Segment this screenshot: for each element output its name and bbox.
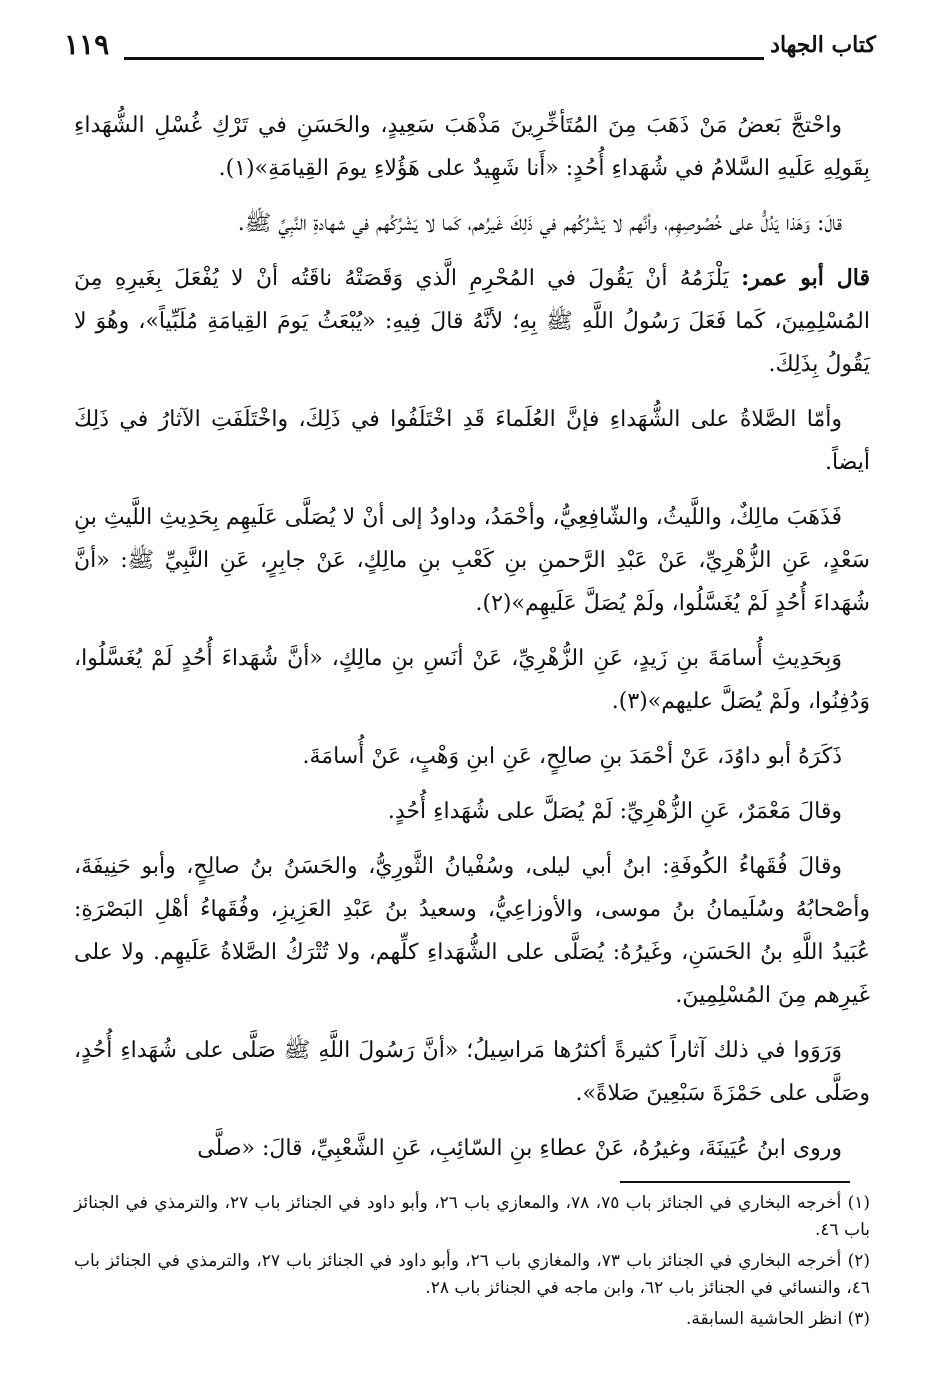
- paragraph-9: [74, 845, 870, 1017]
- footnotes: [74, 1190, 870, 1337]
- paragraph-text: وَرَوَوا في ذلك آثاراً كثيرةً أكثرُها مَراسِيلُ؛ «أنَّ رَسُولَ اللَّهِ ﷺ صَلَّى على شُهَداءِ أُحُدٍ، وصَلَّى على حَمْزَةَ سَبْعِينَ صَلاةً».: [74, 1038, 870, 1106]
- paragraph-2: [74, 202, 870, 245]
- paragraph-text: وأمّا الصَّلاةُ على الشُّهَداءِ فإنَّ العُلَماءَ قَدِ اخْتَلَفُوا في ذَلِكَ، واخْتَلَفَتِ الآثارُ في ذَلِكَ أيضاً.: [74, 407, 870, 475]
- page-header: [64, 28, 876, 68]
- main-text: [74, 104, 870, 1182]
- paragraph-text: ذَكَرَهُ أبو داوُدَ، عَنْ أحْمَدَ بنِ صالِحٍ، عَنِ ابنِ وَهْبٍ، عَنْ أُسامَةَ.: [302, 744, 842, 769]
- paragraph-7: [74, 735, 870, 778]
- paragraph-text: وقالَ فُقَهاءُ الكُوفَةِ: ابنُ أبي ليلى، وسُفْيانُ الثَّورِيُّ، والحَسَنُ بنُ صالِحٍ، وأبو حَنِيفَةَ، وأصْحابُهُ وسُلَيمانُ بنُ موسى، والأوزاعِيُّ، وسعيدُ بنُ عَبْدِ العَزِيزِ، وفُقَهاءُ أهْلِ البَصْرَةِ: عُبَيدُ اللَّهِ بنُ الحَسَنِ، وغَيرُهُ: يُصَلَّى على الشُّهَداءِ كلِّهم، ولا تُتْرَكُ الصَّلاةُ عَلَيهِم. ولا على غَيرِهم مِنَ المُسْلِمِينَ.: [74, 854, 870, 1008]
- footnote-separator: [620, 1181, 850, 1183]
- speaker-label: قال أبو عمر:: [741, 265, 870, 291]
- paragraph-text: قالَ: وَهَذا يَدُلُّ على خُصُوصِهِم، وأنَّهم لا يَشْرُكُهم في ذَلِكَ غَيرُهم، كَما لا يَشْرُكُهم في شهادةِ النَّبِيِّ ﷺ.: [237, 211, 842, 236]
- paragraph-11: [74, 1127, 870, 1170]
- paragraph-text: وقالَ مَعْمَرٌ، عَنِ الزُّهْرِيِّ: لَمْ يُصَلَّ على شُهَداءِ أُحُدٍ.: [387, 799, 842, 824]
- page-number: ١١٩: [64, 28, 110, 61]
- paragraph-text: يَلْزَمُهُ أنْ يَقُولَ في المُحْرِمِ الَّذي وَقَصَتْهُ ناقَتُه أنْ لا يُفْعَلَ بِغَيرِهِ مِنَ المُسْلِمِينَ، كَما فَعَلَ رَسُولُ اللَّهِ ﷺ بِهِ؛ لأنَّهُ قالَ فِيهِ: «يُبْعَثُ يَومَ القِيامَةِ مُلَبِّياً»، وهُوَ لا يَقُولُ بِذَلِكَ.: [74, 266, 870, 377]
- paragraph-10: [74, 1029, 870, 1115]
- paragraph-text: وَبِحَدِيثِ أُسامَةَ بنِ زَيدٍ، عَنِ الزُّهْرِيِّ، عَنْ أنَسِ بنِ مالِكٍ، «أنَّ شُهَداءَ أُحُدٍ لَمْ يُغَسَّلُوا، وَدُفِنُوا، ولَمْ يُصَلَّ عليهم»(٣).: [74, 646, 870, 714]
- paragraph-text: واحْتجَّ بَعضُ مَنْ ذَهَبَ مِنَ المُتَأخِّرِينَ مَذْهَبَ سَعِيدٍ، والحَسَنِ في تَرْكِ غُسْلِ الشُّهَداءِ بِقَولِهِ عَلَيهِ السَّلامُ في شُهَداءِ أُحُدٍ: «أَنا شَهِيدٌ على هَؤُلاءِ يومَ القِيامَةِ»(١).: [74, 113, 870, 181]
- footnote-1: (١) أخرجه البخاري في الجنائز باب ٧٥، ٧٨، والمعازي باب ٢٦، وأبو داود في الجنائز باب ٢٧، والترمذي في الجنائز باب ٤٦.: [74, 1193, 871, 1240]
- paragraph-8: [74, 790, 870, 833]
- paragraph-4: [74, 398, 870, 484]
- footnote-2: (٢) أخرجه البخاري في الجنائز باب ٧٣، والمغازي باب ٢٦، وأبو داود في الجنائز باب ٢٧، والترمذي في الجنائز باب ٤٦، والنسائي في الجنائز باب ٦٢، وابن ماجه في الجنائز باب ٢٨.: [74, 1251, 871, 1298]
- footnote-3: (٣) انظر الحاشية السابقة.: [685, 1309, 870, 1329]
- paragraph-1: [74, 104, 870, 190]
- paragraph-text: فَذَهَبَ مالِكٌ، واللَّيثُ، والشّافِعِيُّ، وأحْمَدُ، وداودُ إلى أنْ لا يُصَلَّى عَلَيهِم بِحَدِيثِ اللَّيثِ بنِ سَعْدٍ، عَنِ الزُّهْرِيِّ، عَنْ عَبْدِ الرَّحمنِ بنِ كَعْبِ بنِ مالِكٍ، عَنْ جابِرٍ، عَنِ النَّبِيِّ ﷺ: «أنَّ شُهَداءَ أُحُدٍ لَمْ يُغَسَّلُوا، ولَمْ يُصَلَّ عَلَيهِم»(٢).: [74, 505, 870, 616]
- paragraph-3: [74, 257, 870, 386]
- paragraph-5: [74, 496, 870, 625]
- paragraph-text: وروى ابنُ عُيَينَةَ، وغيرُهُ، عَنْ عطاءِ بنِ السّائِبِ، عَنِ الشَّعْبِيِّ، قالَ: «صلَّى: [197, 1136, 842, 1161]
- book-title: كتاب الجهاد: [770, 32, 876, 58]
- header-rule: [124, 57, 764, 60]
- paragraph-6: [74, 637, 870, 723]
